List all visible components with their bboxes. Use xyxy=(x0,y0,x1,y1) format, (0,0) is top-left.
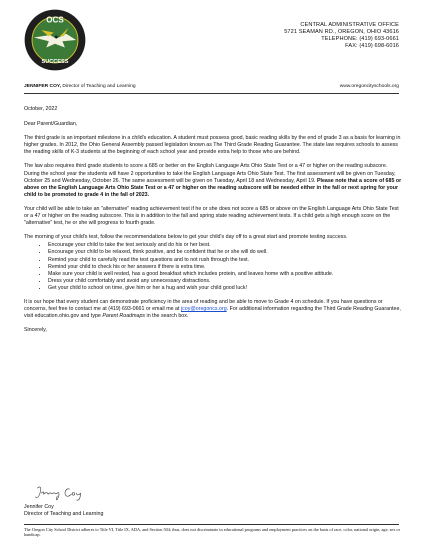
paragraph-2 xyxy=(24,163,402,198)
letter-body xyxy=(24,106,402,341)
signer-block xyxy=(24,504,103,518)
paragraph-5 xyxy=(24,299,402,320)
signer-title: Director of Teaching and Learning xyxy=(24,511,104,518)
logo-bottom-text: SUCCESS xyxy=(41,58,69,65)
list-item: • Make sure your child is well rested, has a good breakfast which includes protein, and leaves home with a positive attitude. xyxy=(48,271,402,278)
email-link[interactable]: jcoy@oregoncs.org xyxy=(180,306,227,313)
district-logo xyxy=(24,9,86,71)
paragraph-1: The third grade is an important milestone in a child's education. A student must possess good, basic reading skills by the end of grade 3 as a basis for learning in higher grades. In 2012, the Ohio General Assembly passed legislation known as The Third Grade Reading Guarantee. The state law requires schools to assess the reading skills of K-3 students at the beginning of each school year and provide extra help to those who are behind. xyxy=(24,135,401,156)
signer-name: Jennifer Coy xyxy=(24,504,54,510)
paragraph-2-bold: Please note that a score of 685 or above on the English Language Arts Ohio State Test or a 47 or higher on the reading subscore will be needed either in the fall or next spring for your child to be promoted to grade 4 in the fall of 2023. xyxy=(24,177,402,198)
list-item: • Get your child to school on time, give him or her a hug and wish your child good luck! xyxy=(48,285,402,292)
office-address xyxy=(284,22,399,50)
letterhead-name: JENNIFER COY, xyxy=(24,84,61,89)
office-fax: FAX: (419) 698-6016 xyxy=(345,43,399,49)
closing: Sincerely, xyxy=(24,327,47,334)
footer-divider xyxy=(24,524,399,525)
paragraph-4: The morning of your child's test, follow the recommendations below to get your child's day off to a great start and promote testing success. xyxy=(24,234,348,241)
handwritten-signature xyxy=(34,484,90,502)
office-street: 5721 SEAMAN RD., OREGON, OHIO 43616 xyxy=(284,29,399,35)
list-item: • Remind your child to carefully read the test questions and to not rush through the test. xyxy=(48,257,402,264)
list-item: • Encourage your child to be relaxed, think positive, and be confident that he or she will do well. xyxy=(48,249,402,256)
list-item: • Encourage your child to take the test seriously and do his or her best. xyxy=(48,242,402,249)
list-item: • Dress your child comfortably and avoid any unnecessary distractions. xyxy=(48,278,402,285)
logo-top-text: OCS xyxy=(46,15,64,25)
paragraph-5-text: It is our hope that every student can demonstrate proficiency in the area of reading and be able to move to Grade 4 on schedule. If you have questions or concerns, feel free to contact me at (419) 693-0661 or email me at xyxy=(24,298,383,313)
paragraph-3: Your child will be able to take an "alternative" reading achievement test if he or she does not score a 685 or above on the English Language Arts Ohio State Test or a 47 or higher on the reading subscore. This is in addition to the fall and spring state reading achievement tests. If a child gets a high enough score on the "alternative" test, he or she will progress to fourth grade. xyxy=(24,205,399,227)
letter-date: October, 2022 xyxy=(24,106,58,112)
list-item: • Remind your child to check his or her answers if there is extra time. xyxy=(48,264,402,271)
letter-greeting: Dear Parent/Guardian, xyxy=(24,121,78,128)
paragraph-5-middle: . For additional information regarding the Third Grade Reading Guarantee, visit education.ohio.gov and type xyxy=(24,306,401,320)
office-telephone: TELEPHONE: (419) 693-0661 xyxy=(321,36,399,42)
letterhead-title: Director of Teaching and Learning xyxy=(60,84,136,89)
letterhead-row xyxy=(24,84,399,89)
header-divider xyxy=(24,93,399,94)
parent-roadmaps-text: Parent Roadmaps xyxy=(102,313,146,320)
paragraph-5-end: in the search box. xyxy=(145,313,189,320)
paragraph-2-text: The law also requires third grade students to score a 685 or better on the English Language Arts Ohio State Test or a 47 or higher on the reading subscore. During the school year the students will have 2 opportunities to take the English Language Arts Ohio State Test. The first assessment will be given on Tuesday, October 25 and Wednesday, October 26. The same assessment will be given on Tuesday, April 18 and Wednesday, April 19. xyxy=(24,163,396,184)
website-link[interactable]: www.oregoncityschools.org xyxy=(339,84,399,89)
office-name: CENTRAL ADMINISTRATIVE OFFICE xyxy=(300,22,399,28)
nondiscrimination-footer: The Oregon City School District adheres to Title VI, Title IX, ADA, and Section 504; thus, does not discriminate in educational programs and employment practices on the basis of race, color, national origin, age, sex or handicap. xyxy=(24,527,401,538)
recommendations-list xyxy=(24,242,402,292)
